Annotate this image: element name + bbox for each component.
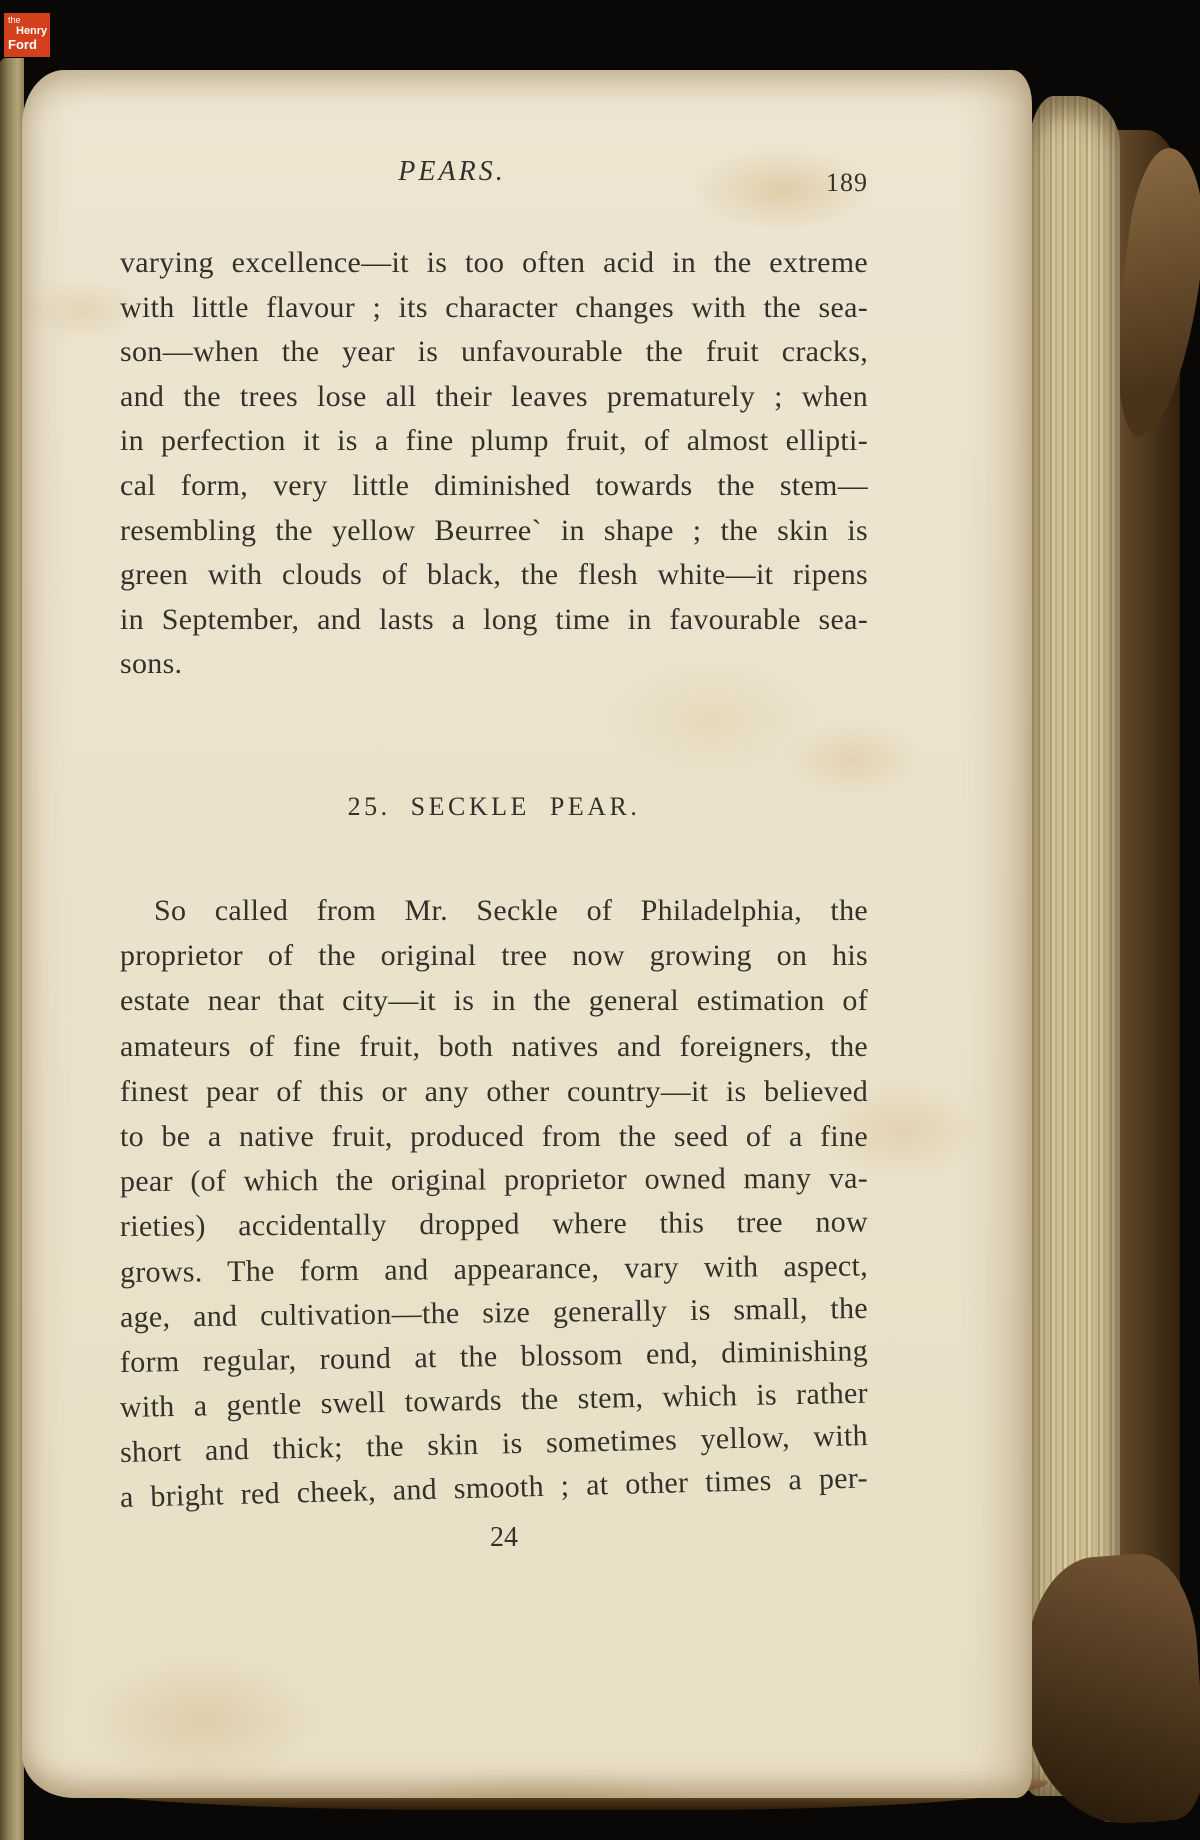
body-line: rieties) accidentally dropped where this tree now [119,1205,869,1244]
henry-ford-logo [4,13,50,57]
body-line: to be a native fruit, produced from the seed of a fine [120,1119,868,1153]
body-line: with a gentle swell towards the stem, which is rather [119,1376,869,1425]
body-line: son—when the year is unfavourable the fruit cracks, [120,335,868,369]
body-line: and the trees lose all their leaves prematurely ; when [120,379,868,413]
body-line: in perfection it is a fine plump fruit, of almost ellipti- [120,424,868,458]
body-line: grows. The form and appearance, vary with aspect, [119,1248,869,1289]
body-line: proprietor of the original tree now growing on his [120,939,868,973]
body-line: estate near that city—it is in the general estimation of [120,984,868,1018]
logo-word-henry: Henry [16,25,48,37]
logo-word-the: the [8,15,21,25]
book-page [22,70,1032,1798]
body-line: age, and cultivation—the size generally is small, the [119,1291,869,1334]
body-line: short and thick; the skin is sometimes yellow, with [119,1419,869,1470]
section-heading: 25. SECKLE PEAR. [347,792,641,821]
running-header: PEARS. [398,156,506,187]
body-line: resembling the yellow Beurree` in shape ; the skin is [120,513,868,547]
body-line: green with clouds of black, the flesh white—it ripens [120,558,868,592]
body-line: varying excellence—it is too often acid in the extreme [120,246,868,279]
body-line: sons. [120,647,183,681]
paragraph-2 [120,888,868,1521]
body-line: cal form, very little diminished towards the stem— [120,468,868,502]
body-line: form regular, round at the blossom end, diminishing [119,1334,869,1379]
running-header-row [120,156,868,197]
body-line: pear (of which the original proprietor owned many va- [119,1161,869,1199]
body-line: a bright red cheek, and smooth ; at other times a per- [119,1461,869,1515]
logo-word-ford: Ford [8,37,37,52]
page-number: 189 [826,168,868,197]
adjacent-page-edges [0,58,24,1840]
body-line: finest pear of this or any other country—it is believed [120,1074,868,1108]
body-line: with little flavour ; its character changes with the sea- [120,290,868,324]
signature-mark: 24 [490,1522,518,1553]
body-line: in September, and lasts a long time in favourable sea- [120,602,868,636]
book-fore-edge-pages [1028,96,1120,1796]
body-line: So called from Mr. Seckle of Philadelphia, the [154,894,868,927]
body-line: amateurs of fine fruit, both natives and foreigners, the [120,1029,868,1063]
text-column [120,70,868,1798]
paragraph-1 [120,241,868,687]
